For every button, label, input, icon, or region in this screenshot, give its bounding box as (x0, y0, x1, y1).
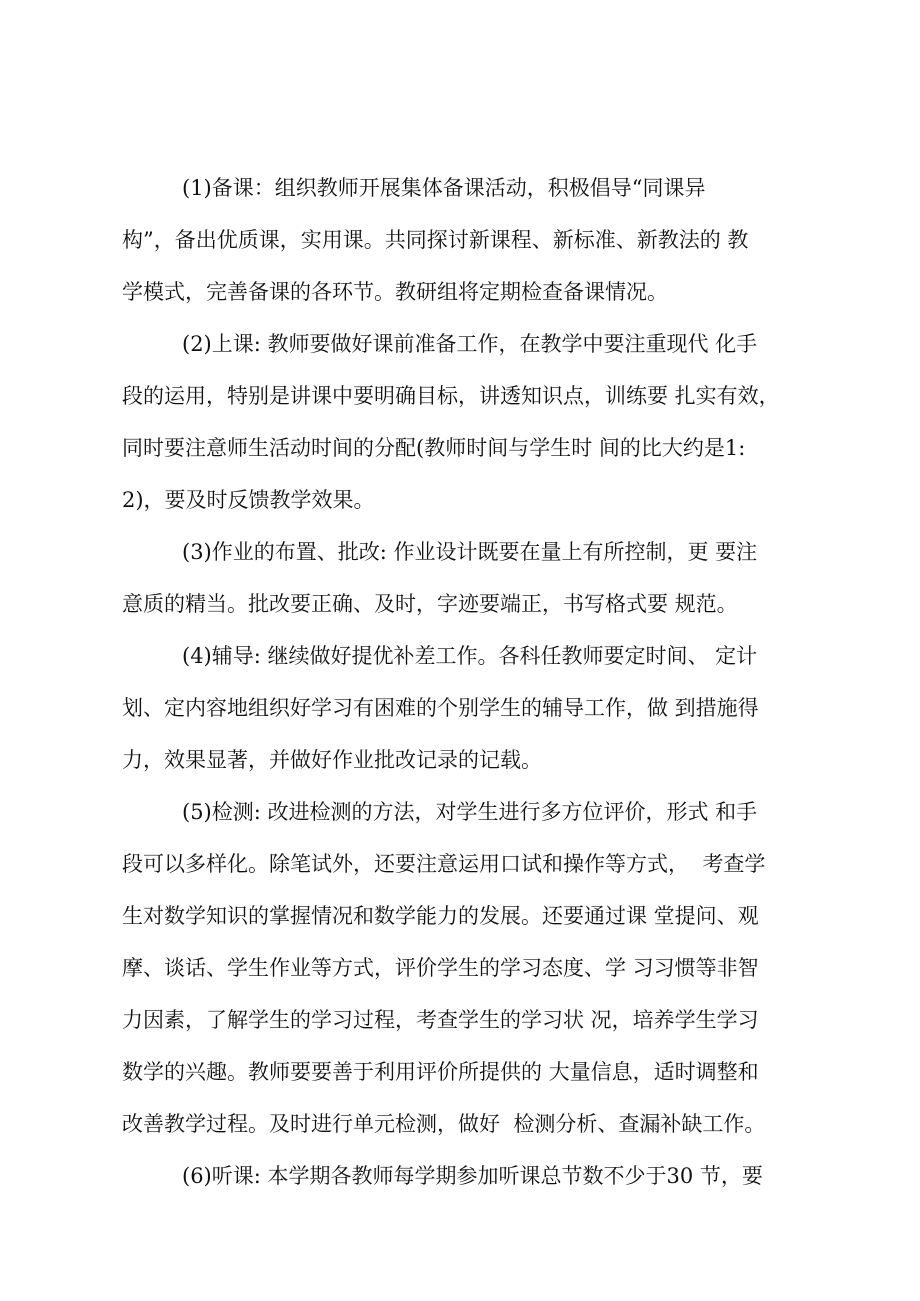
text-line: 段可以多样化。除笔试外，还要注意运用口试和操作等方式， 考查学 (122, 852, 766, 876)
text-line: 数学的兴趣。教师要要善于利用评价所提供的 大量信息，适时调整和 (122, 1060, 759, 1084)
text-line: 意质的精当。批改要正确、及时，字迹要端正，书写格式要 规范。 (122, 592, 738, 616)
text-line: 力，效果显著，并做好作业批改记录的记载。 (122, 748, 542, 772)
text-line: (3)作业的布置、批改: 作业设计既要在量上有所控制，更 要注 (182, 540, 758, 564)
text-line: 划、定内容地组织好学习有困难的个别学生的辅导工作，做 到措施得 (122, 696, 759, 720)
text-line: 同时要注意师生活动时间的分配(教师时间与学生时 间的比大约是1: (122, 436, 746, 460)
text-line: 生对数学知识的掌握情况和数学能力的发展。还要通过课 堂提问、观 (122, 904, 759, 928)
text-line: 改善教学过程。及时进行单元检测，做好 检测分析、查漏补缺工作。 (122, 1112, 766, 1136)
text-line: (5)检测: 改进检测的方法，对学生进行多方位评价，形式 和手 (182, 800, 758, 824)
text-line: (4)辅导: 继续做好提优补差工作。各科任教师要定时间、 定计 (182, 644, 758, 668)
text-line: 摩、谈话、学生作业等方式，评价学生的学习态度、学 习习惯等非智 (122, 956, 759, 980)
text-line: (6)听课: 本学期各教师每学期参加听课总节数不少于30 节，要 (182, 1164, 763, 1188)
text-line: 力因素，了解学生的学习过程，考查学生的学习状 况，培养学生学习 (122, 1008, 759, 1032)
text-line: 段的运用，特别是讲课中要明确目标，讲透知识点，训练要 扎实有效， (122, 384, 780, 408)
text-line: (1)备课：组织教师开展集体备课活动，积极倡导“同课异 (182, 176, 706, 200)
text-line: (2)上课: 教师要做好课前准备工作，在教学中要注重现代 化手 (182, 332, 758, 356)
text-line: 2)，要及时反馈教学效果。 (122, 488, 375, 512)
text-line: 学模式，完善备课的各环节。教研组将定期检查备课情况。 (122, 280, 668, 304)
text-line: 构”，备出优质课，实用课。共同探讨新课程、新标准、新教法的 教 (122, 228, 749, 252)
